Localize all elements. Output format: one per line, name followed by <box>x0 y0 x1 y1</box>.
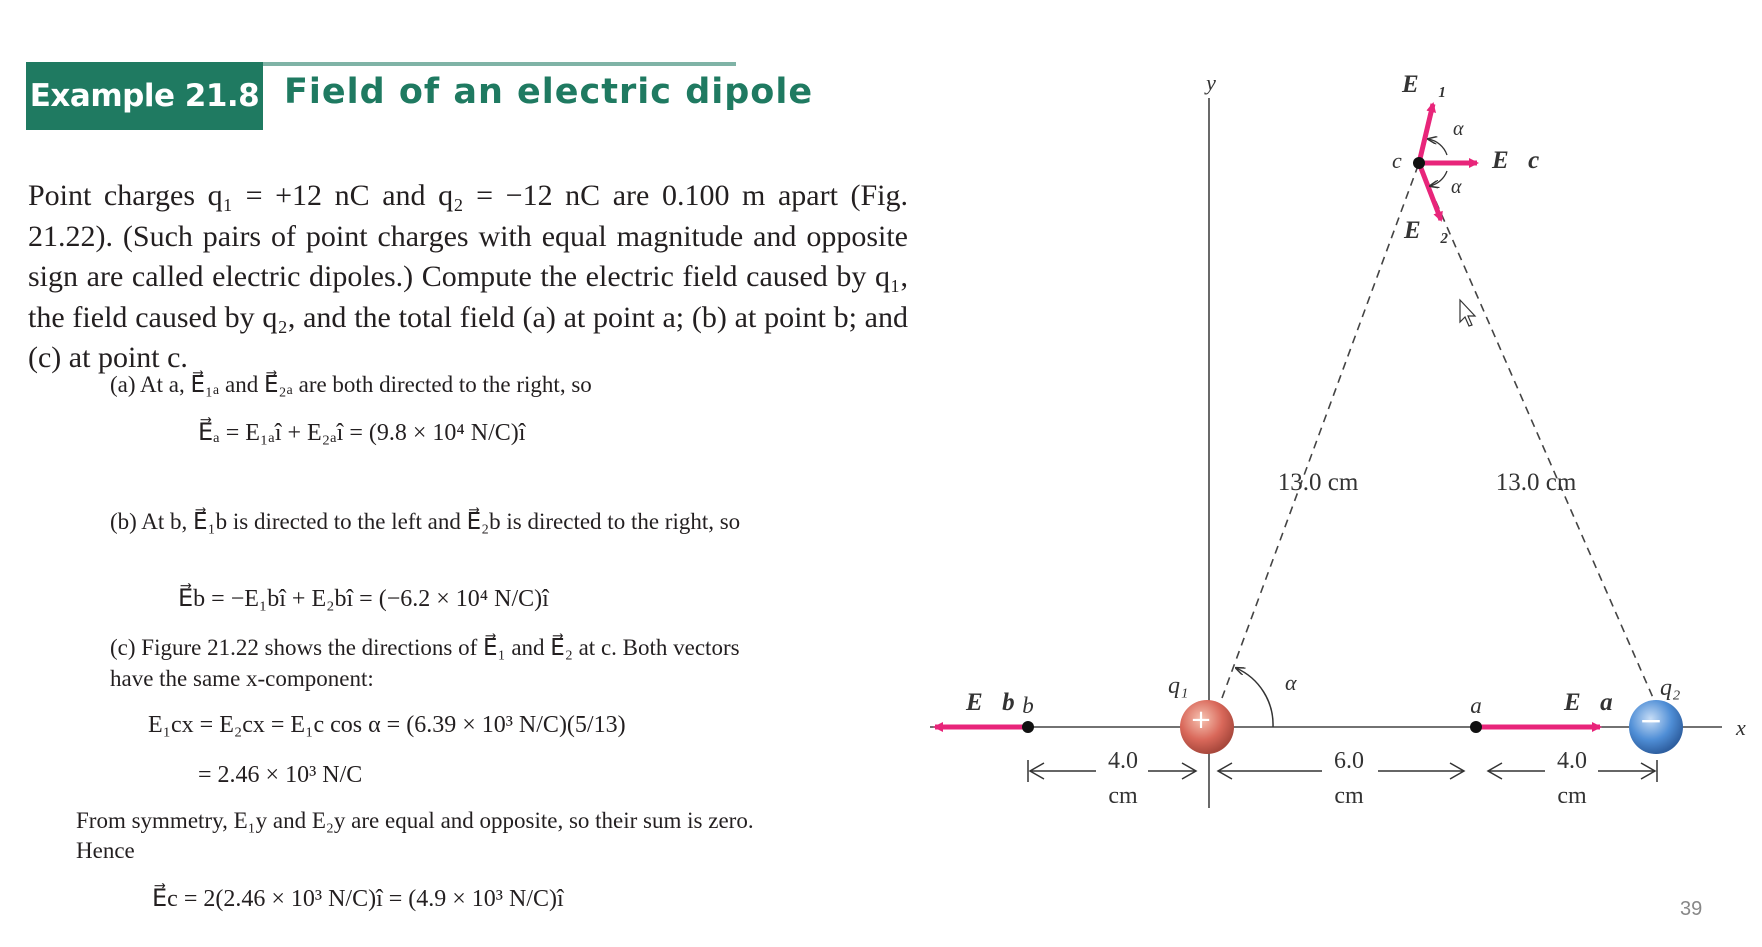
field-arrow-E2 <box>1419 163 1441 220</box>
solution-a-text: (a) At a, E⃗₁ₐ and E⃗₂ₐ are both directed to the right, so <box>110 372 592 397</box>
page-number: 39 <box>1680 898 1703 920</box>
solution-c-equation-1: E₁cx = E₂cx = E₁c cos α = (6.39 × 10³ N/C)(5/13) <box>148 712 626 738</box>
dim-right-unit: cm <box>1557 783 1587 809</box>
alpha-label-c-bottom: α <box>1451 176 1462 198</box>
problem-statement: Point charges q₁ = +12 nC and q₂ = −12 nC are 0.100 m apart (Fig. 21.22). (Such pairs of point charges with equal magnitude and opposite sign are called electric dipoles.) Compute the electric field caused by q₁, the field caused by q₂, and the total field (a) at point a; (b) at point b; and (c) at point c. <box>28 179 908 374</box>
left-dashed-side <box>1222 163 1419 698</box>
point-b <box>1022 721 1034 733</box>
solution-c-text: (c) Figure 21.22 shows the directions of E⃗₁ and E⃗₂ at c. Both vectors have the same x-component: <box>110 635 740 691</box>
cursor-icon <box>1460 300 1475 326</box>
right-dashed-side <box>1419 163 1654 700</box>
solution-b-text: (b) At b, E⃗₁b is directed to the left and E⃗₂b is directed to the right, so <box>110 509 741 534</box>
minus-sign: − <box>1639 704 1663 737</box>
example-badge: Example 21.8 <box>26 62 263 130</box>
point-c <box>1413 157 1425 169</box>
label-c: c <box>1392 148 1402 173</box>
dim-mid-value: 6.0 <box>1334 748 1364 774</box>
symmetry-text: From symmetry, E₁y and E₂y are equal and opposite, so their sum is zero. Hence <box>76 808 754 863</box>
label-q1: q₁ <box>1168 673 1189 699</box>
label-q2: q₂ <box>1660 675 1681 701</box>
label-E2: E⃗₂ <box>1404 217 1449 244</box>
solution-b-equation: E⃗b = −E₁bî + E₂bî = (−6.2 × 10⁴ N/C)î <box>178 586 549 612</box>
label-b: b <box>1022 693 1034 718</box>
alpha-arc-q1 <box>1236 668 1273 727</box>
label-a: a <box>1470 693 1482 718</box>
left-side-length: 13.0 cm <box>1277 469 1359 496</box>
right-side-length: 13.0 cm <box>1495 469 1577 496</box>
solution-c-equation-2: = 2.46 × 10³ N/C <box>198 762 363 788</box>
field-arrow-E1 <box>1419 104 1433 163</box>
point-a <box>1470 721 1482 733</box>
label-E1: E⃗₁ <box>1402 71 1447 98</box>
dim-right-value: 4.0 <box>1557 748 1587 774</box>
y-axis-label: y <box>1206 70 1216 95</box>
solution-c-equation-3: E⃗c = 2(2.46 × 10³ N/C)î = (4.9 × 10³ N/C)î <box>152 886 564 912</box>
label-Ec: E⃗c <box>1492 147 1540 174</box>
solution-a-equation: E⃗ₐ = E₁ₐî + E₂ₐî = (9.8 × 10⁴ N/C)î <box>198 420 526 446</box>
plus-sign: + <box>1190 705 1212 735</box>
label-Ea: E⃗a <box>1564 689 1613 716</box>
dim-mid-unit: cm <box>1334 783 1364 809</box>
dim-left-unit: cm <box>1108 783 1138 809</box>
example-title: Field of an electric dipole <box>284 72 814 112</box>
alpha-label-c-top: α <box>1453 118 1464 140</box>
x-axis-label: x <box>1736 715 1746 740</box>
alpha-arc-c-top <box>1428 139 1447 155</box>
alpha-label-q1: α <box>1285 670 1297 695</box>
label-Eb: E⃗b <box>966 689 1015 716</box>
dim-left-value: 4.0 <box>1108 748 1138 774</box>
alpha-arc-c-bottom <box>1430 171 1447 186</box>
